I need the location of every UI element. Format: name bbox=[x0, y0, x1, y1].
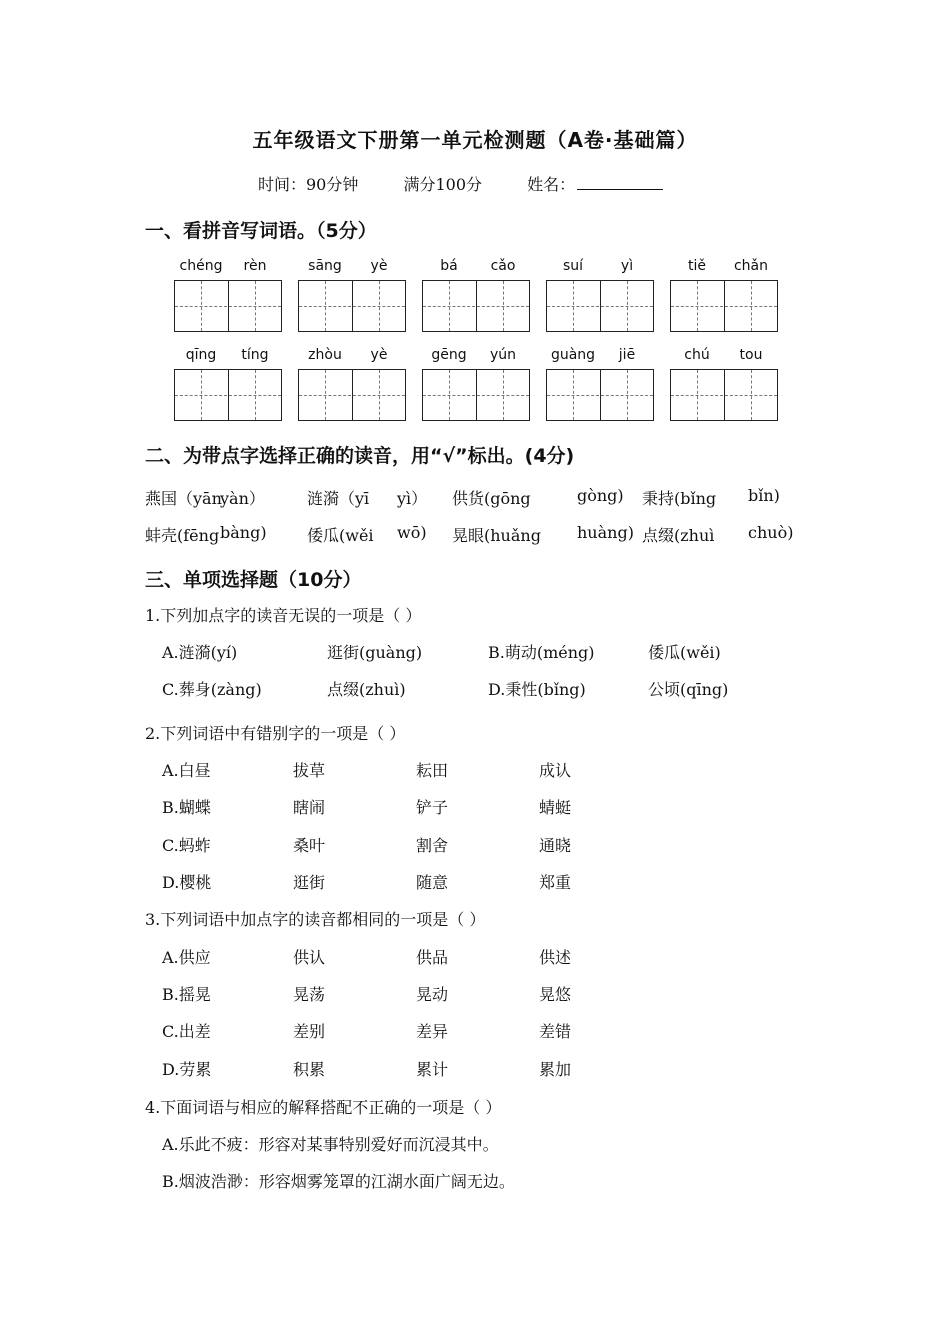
writing-boxes[interactable] bbox=[298, 280, 406, 332]
q4-stem: 4.下面词语与相应的解释搭配不正确的一项是（ ） bbox=[145, 1098, 502, 1117]
reading-choice[interactable]: wō) bbox=[397, 523, 427, 542]
guide-line bbox=[175, 306, 281, 307]
pinyin-syllable: guàng bbox=[550, 347, 596, 363]
option-cell[interactable]: C.出差 bbox=[162, 1022, 211, 1041]
pinyin-pair bbox=[174, 258, 282, 278]
q1-stem: 1.下列加点字的读音无误的一项是（ ） bbox=[145, 606, 422, 625]
pinyin-syllable: rèn bbox=[243, 258, 267, 274]
word-group bbox=[670, 258, 778, 332]
option-cell: 割舍 bbox=[416, 836, 449, 855]
option-cell: 晃动 bbox=[416, 985, 449, 1004]
writing-boxes[interactable] bbox=[670, 280, 778, 332]
option-cell: 瞎闹 bbox=[293, 798, 326, 817]
pinyin-syllable: chú bbox=[684, 347, 710, 363]
option-cell: 差别 bbox=[293, 1022, 326, 1041]
pinyin-syllable: jiē bbox=[618, 347, 636, 363]
reading-choice[interactable]: gòng) bbox=[577, 486, 624, 505]
pinyin-pair bbox=[546, 258, 654, 278]
option-cell[interactable]: A.供应 bbox=[162, 948, 211, 967]
writing-boxes[interactable] bbox=[546, 280, 654, 332]
guide-line bbox=[423, 395, 529, 396]
reading-choice[interactable]: chuò) bbox=[748, 523, 794, 542]
reading-choice[interactable]: 倭瓜(wěi bbox=[307, 526, 374, 545]
option-cell[interactable]: B.萌动(méng) bbox=[488, 643, 595, 662]
word-group bbox=[422, 347, 530, 421]
pinyin-syllable: bá bbox=[440, 258, 458, 274]
option-cell[interactable]: D.劳累 bbox=[162, 1060, 212, 1079]
word-group bbox=[546, 258, 654, 332]
reading-choice[interactable]: huàng) bbox=[577, 523, 634, 542]
section-1-heading: 一、看拼音写词语。（5分） bbox=[145, 220, 377, 242]
word-group bbox=[670, 347, 778, 421]
word-group bbox=[298, 258, 406, 332]
section-2-heading: 二、为带点字选择正确的读音，用“√”标出。(4分) bbox=[145, 445, 575, 467]
pinyin-syllable: tiě bbox=[688, 258, 706, 274]
reading-choice[interactable]: bàng) bbox=[220, 523, 267, 542]
option-cell: 耘田 bbox=[416, 761, 449, 780]
option-cell[interactable]: D.秉性(bǐng) bbox=[488, 680, 586, 699]
q2-stem: 2.下列词语中有错别字的一项是（ ） bbox=[145, 724, 406, 743]
option-cell[interactable]: A.涟漪(yí) bbox=[162, 643, 238, 662]
pinyin-pair bbox=[670, 258, 778, 278]
guide-line bbox=[175, 395, 281, 396]
pinyin-syllable: yì bbox=[620, 258, 634, 274]
guide-line bbox=[299, 306, 405, 307]
pinyin-pair bbox=[546, 347, 654, 367]
writing-boxes[interactable] bbox=[422, 369, 530, 421]
option-cell: 桑叶 bbox=[293, 836, 326, 855]
writing-boxes[interactable] bbox=[174, 369, 282, 421]
writing-boxes[interactable] bbox=[174, 280, 282, 332]
reading-choice[interactable]: yì） bbox=[397, 489, 428, 508]
reading-choice[interactable]: 秉持(bǐng bbox=[642, 489, 717, 508]
reading-choice[interactable]: 点缀(zhuì bbox=[642, 526, 715, 545]
reading-choice[interactable]: 燕国（yān bbox=[145, 489, 222, 508]
option-cell: 晃悠 bbox=[539, 985, 572, 1004]
word-group bbox=[174, 258, 282, 332]
reading-choice[interactable]: bǐn) bbox=[748, 486, 780, 505]
pinyin-pair bbox=[298, 258, 406, 278]
option-cell[interactable]: C.蚂蚱 bbox=[162, 836, 211, 855]
pinyin-pair bbox=[422, 258, 530, 278]
page-title: 五年级语文下册第一单元检测题（A卷·基础篇） bbox=[252, 128, 698, 152]
name-blank[interactable] bbox=[577, 173, 663, 190]
pinyin-pair bbox=[670, 347, 778, 367]
pinyin-syllable: sāng bbox=[308, 258, 342, 274]
writing-boxes[interactable] bbox=[546, 369, 654, 421]
pinyin-syllable: tíng bbox=[241, 347, 269, 363]
name-label: 姓名： bbox=[527, 175, 576, 194]
exam-meta bbox=[258, 172, 703, 195]
pinyin-syllable: suí bbox=[562, 258, 584, 274]
option-cell: 差异 bbox=[416, 1022, 449, 1041]
option-cell: 成认 bbox=[539, 761, 572, 780]
pinyin-pair bbox=[174, 347, 282, 367]
time-label: 时间：90分钟 bbox=[258, 175, 359, 194]
option-cell[interactable]: C.葬身(zàng) bbox=[162, 680, 262, 699]
pinyin-syllable: chéng bbox=[179, 258, 223, 274]
option-cell: 点缀(zhuì) bbox=[327, 680, 406, 699]
pinyin-pair bbox=[298, 347, 406, 367]
writing-boxes[interactable] bbox=[670, 369, 778, 421]
option-cell[interactable]: A.白昼 bbox=[162, 761, 211, 780]
option-cell[interactable]: B.摇晃 bbox=[162, 985, 211, 1004]
option-cell: 供品 bbox=[416, 948, 449, 967]
guide-line bbox=[423, 306, 529, 307]
option-cell: 晃荡 bbox=[293, 985, 326, 1004]
option-cell: 铲子 bbox=[416, 798, 449, 817]
word-group bbox=[174, 347, 282, 421]
option-cell: 拔草 bbox=[293, 761, 326, 780]
score-label: 满分100分 bbox=[403, 175, 483, 194]
pinyin-syllable: chǎn bbox=[733, 258, 769, 274]
pinyin-syllable: yún bbox=[489, 347, 517, 363]
option-cell: 积累 bbox=[293, 1060, 326, 1079]
reading-choice[interactable]: 涟漪（yī bbox=[307, 489, 370, 508]
option-cell: 逛街(guàng) bbox=[327, 643, 423, 662]
option-cell: 累计 bbox=[416, 1060, 449, 1079]
pinyin-syllable: cǎo bbox=[490, 258, 516, 274]
option-cell: 逛街 bbox=[293, 873, 326, 892]
writing-boxes[interactable] bbox=[298, 369, 406, 421]
option-cell: 随意 bbox=[416, 873, 449, 892]
pinyin-syllable: tou bbox=[739, 347, 763, 363]
pinyin-syllable: zhòu bbox=[308, 347, 342, 363]
reading-choice[interactable]: 晃眼(huǎng bbox=[452, 526, 541, 545]
reading-choice[interactable]: 蚌壳(fēng bbox=[145, 526, 220, 545]
reading-choice[interactable]: yàn） bbox=[220, 489, 265, 508]
pinyin-syllable: gēng bbox=[431, 347, 467, 363]
option-cell: 供认 bbox=[293, 948, 326, 967]
guide-line bbox=[671, 306, 777, 307]
option-cell[interactable]: D.樱桃 bbox=[162, 873, 212, 892]
guide-line bbox=[299, 395, 405, 396]
option-cell: 公顷(qīng) bbox=[648, 680, 729, 699]
guide-line bbox=[547, 306, 653, 307]
option-cell: 蜻蜓 bbox=[539, 798, 572, 817]
option-cell[interactable]: B.蝴蝶 bbox=[162, 798, 211, 817]
guide-line bbox=[547, 395, 653, 396]
option-line[interactable]: B.烟波浩渺：形容烟雾笼罩的江湖水面广阔无边。 bbox=[162, 1172, 515, 1191]
option-cell: 供述 bbox=[539, 948, 572, 967]
writing-boxes[interactable] bbox=[422, 280, 530, 332]
q3-stem: 3.下列词语中加点字的读音都相同的一项是（ ） bbox=[145, 910, 486, 929]
guide-line bbox=[671, 395, 777, 396]
pinyin-syllable: yè bbox=[370, 347, 388, 363]
pinyin-syllable: yè bbox=[370, 258, 388, 274]
word-group bbox=[298, 347, 406, 421]
option-cell: 通晓 bbox=[539, 836, 572, 855]
pinyin-pair bbox=[422, 347, 530, 367]
reading-choice[interactable]: 供货(gōng bbox=[452, 489, 531, 508]
word-group bbox=[422, 258, 530, 332]
option-cell: 郑重 bbox=[539, 873, 572, 892]
section-3-heading: 三、单项选择题（10分） bbox=[145, 569, 362, 591]
option-line[interactable]: A.乐此不疲：形容对某事特别爱好而沉浸其中。 bbox=[162, 1135, 499, 1154]
option-cell: 倭瓜(wěi) bbox=[648, 643, 721, 662]
word-group bbox=[546, 347, 654, 421]
option-cell: 累加 bbox=[539, 1060, 572, 1079]
option-cell: 差错 bbox=[539, 1022, 572, 1041]
pinyin-syllable: qīng bbox=[185, 347, 217, 363]
